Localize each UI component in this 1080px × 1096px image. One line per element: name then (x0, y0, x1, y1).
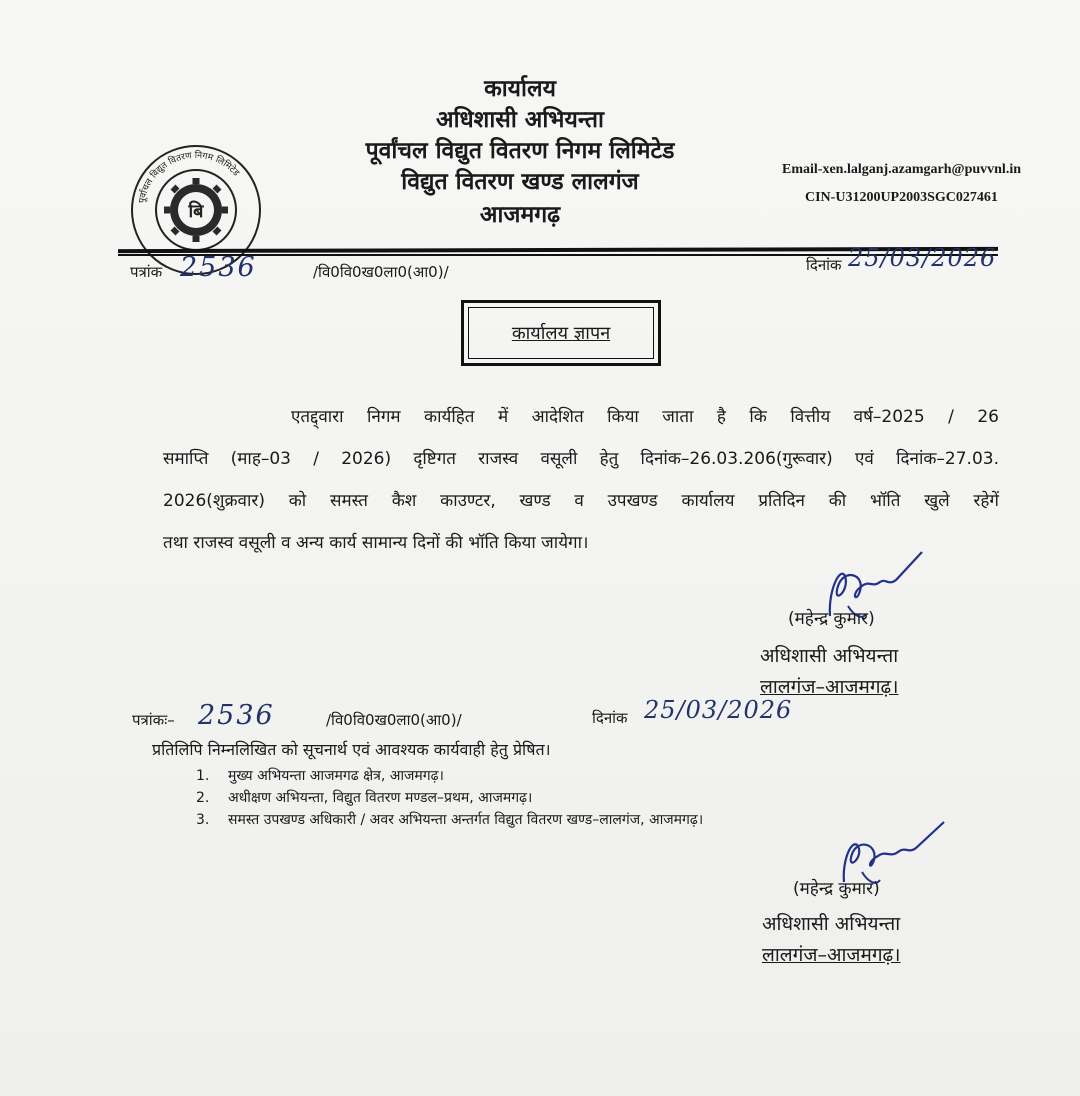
signatory-place-1: लालगंज–आजमगढ़। (760, 676, 899, 698)
date-handwritten: 25/03/2026 (848, 244, 997, 272)
body-line-4: तथा राजस्व वसूली व अन्य कार्य सामान्य दिनों की भॉति किया जायेगा। (163, 533, 589, 553)
logo-center-text: बि (188, 201, 204, 222)
memo-body (163, 396, 999, 564)
list-item (196, 810, 703, 829)
signatory-place-2: लालगंज–आजमगढ़। (762, 944, 901, 966)
header-line-division: विद्युत वितरण खण्ड लालगंज (401, 169, 639, 195)
signatory-name-1: (महेन्द्र कुमार) (788, 609, 875, 629)
list-item-number: 2. (196, 790, 210, 806)
copy-ref-number-handwritten: 2536 (198, 700, 275, 731)
copy-intro: प्रतिलिपि निम्नलिखित को सूचनार्थ एवं आवश्यक कार्यवाही हेतु प्रेषित। (152, 740, 551, 759)
signatory-designation-1: अधिशासी अभियन्ता (760, 645, 899, 667)
list-item (196, 766, 444, 785)
date-label: दिनांक (806, 256, 842, 274)
copy-date-label: दिनांक (592, 709, 628, 727)
signatory-name-2: (महेन्द्र कुमार) (793, 879, 880, 899)
list-item-number: 1. (196, 768, 210, 784)
list-item-text: अधीक्षण अभियन्ता, विद्युत वितरण मण्डल–प्रथम, आजमगढ़। (228, 790, 533, 806)
header-line-office: कार्यालय (484, 76, 556, 102)
header-line-city: आजमगढ़ (479, 202, 561, 228)
ref-number-handwritten: 2536 (180, 252, 257, 283)
body-line-1: एतद्द्वारा निगम कार्यहित में आदेशित किया जाता है कि वित्तीय वर्ष–2025 / 26 (291, 407, 999, 427)
memo-title-box (461, 300, 661, 366)
logo-ring-text: पूर्वांचल विद्युत वितरण निगम लिमिटेड (137, 150, 241, 205)
copy-date-handwritten: 25/03/2026 (644, 696, 793, 724)
header-line-company: पूर्वांचल विद्युत वितरण निगम लिमिटेड (365, 138, 675, 164)
ref-label: पत्रांक (130, 263, 163, 281)
body-line-2: समाप्ति (माह–03 / 2026) दृष्टिगत राजस्व वसूली हेतु दिनांक–26.03.206(गुरूवार) एवं दिनांक–27.03. (163, 449, 999, 469)
list-item (196, 788, 532, 807)
ref-suffix: /वि0वि0ख0ला0(आ0)/ (313, 263, 449, 281)
office-header (0, 74, 1080, 234)
signatory-designation-2: अधिशासी अभियन्ता (762, 913, 901, 935)
copy-ref-suffix: /वि0वि0ख0ला0(आ0)/ (326, 711, 462, 729)
cin-text: CIN-U31200UP2003SGC027461 (805, 190, 998, 205)
list-item-text: मुख्य अभियन्ता आजमगढ क्षेत्र, आजमगढ़। (228, 768, 444, 784)
list-item-number: 3. (196, 812, 210, 828)
email-text: Email-xen.lalganj.azamgarh@puvvnl.in (782, 162, 1021, 177)
copy-ref-label: पत्रांकः– (132, 711, 175, 729)
header-line-designation: अधिशासी अभियन्ता (436, 107, 604, 133)
list-item-text: समस्त उपखण्ड अधिकारी / अवर अभियन्ता अन्तर्गत विद्युत वितरण खण्ड–लालगंज, आजमगढ़। (228, 812, 704, 828)
body-line-3: 2026(शुक्रवार) को समस्त कैश काउण्टर, खण्ड व उपखण्ड कार्यालय प्रतिदिन की भॉति खुले रहेगें (163, 491, 999, 511)
memo-title: कार्यालय ज्ञापन (511, 323, 611, 344)
